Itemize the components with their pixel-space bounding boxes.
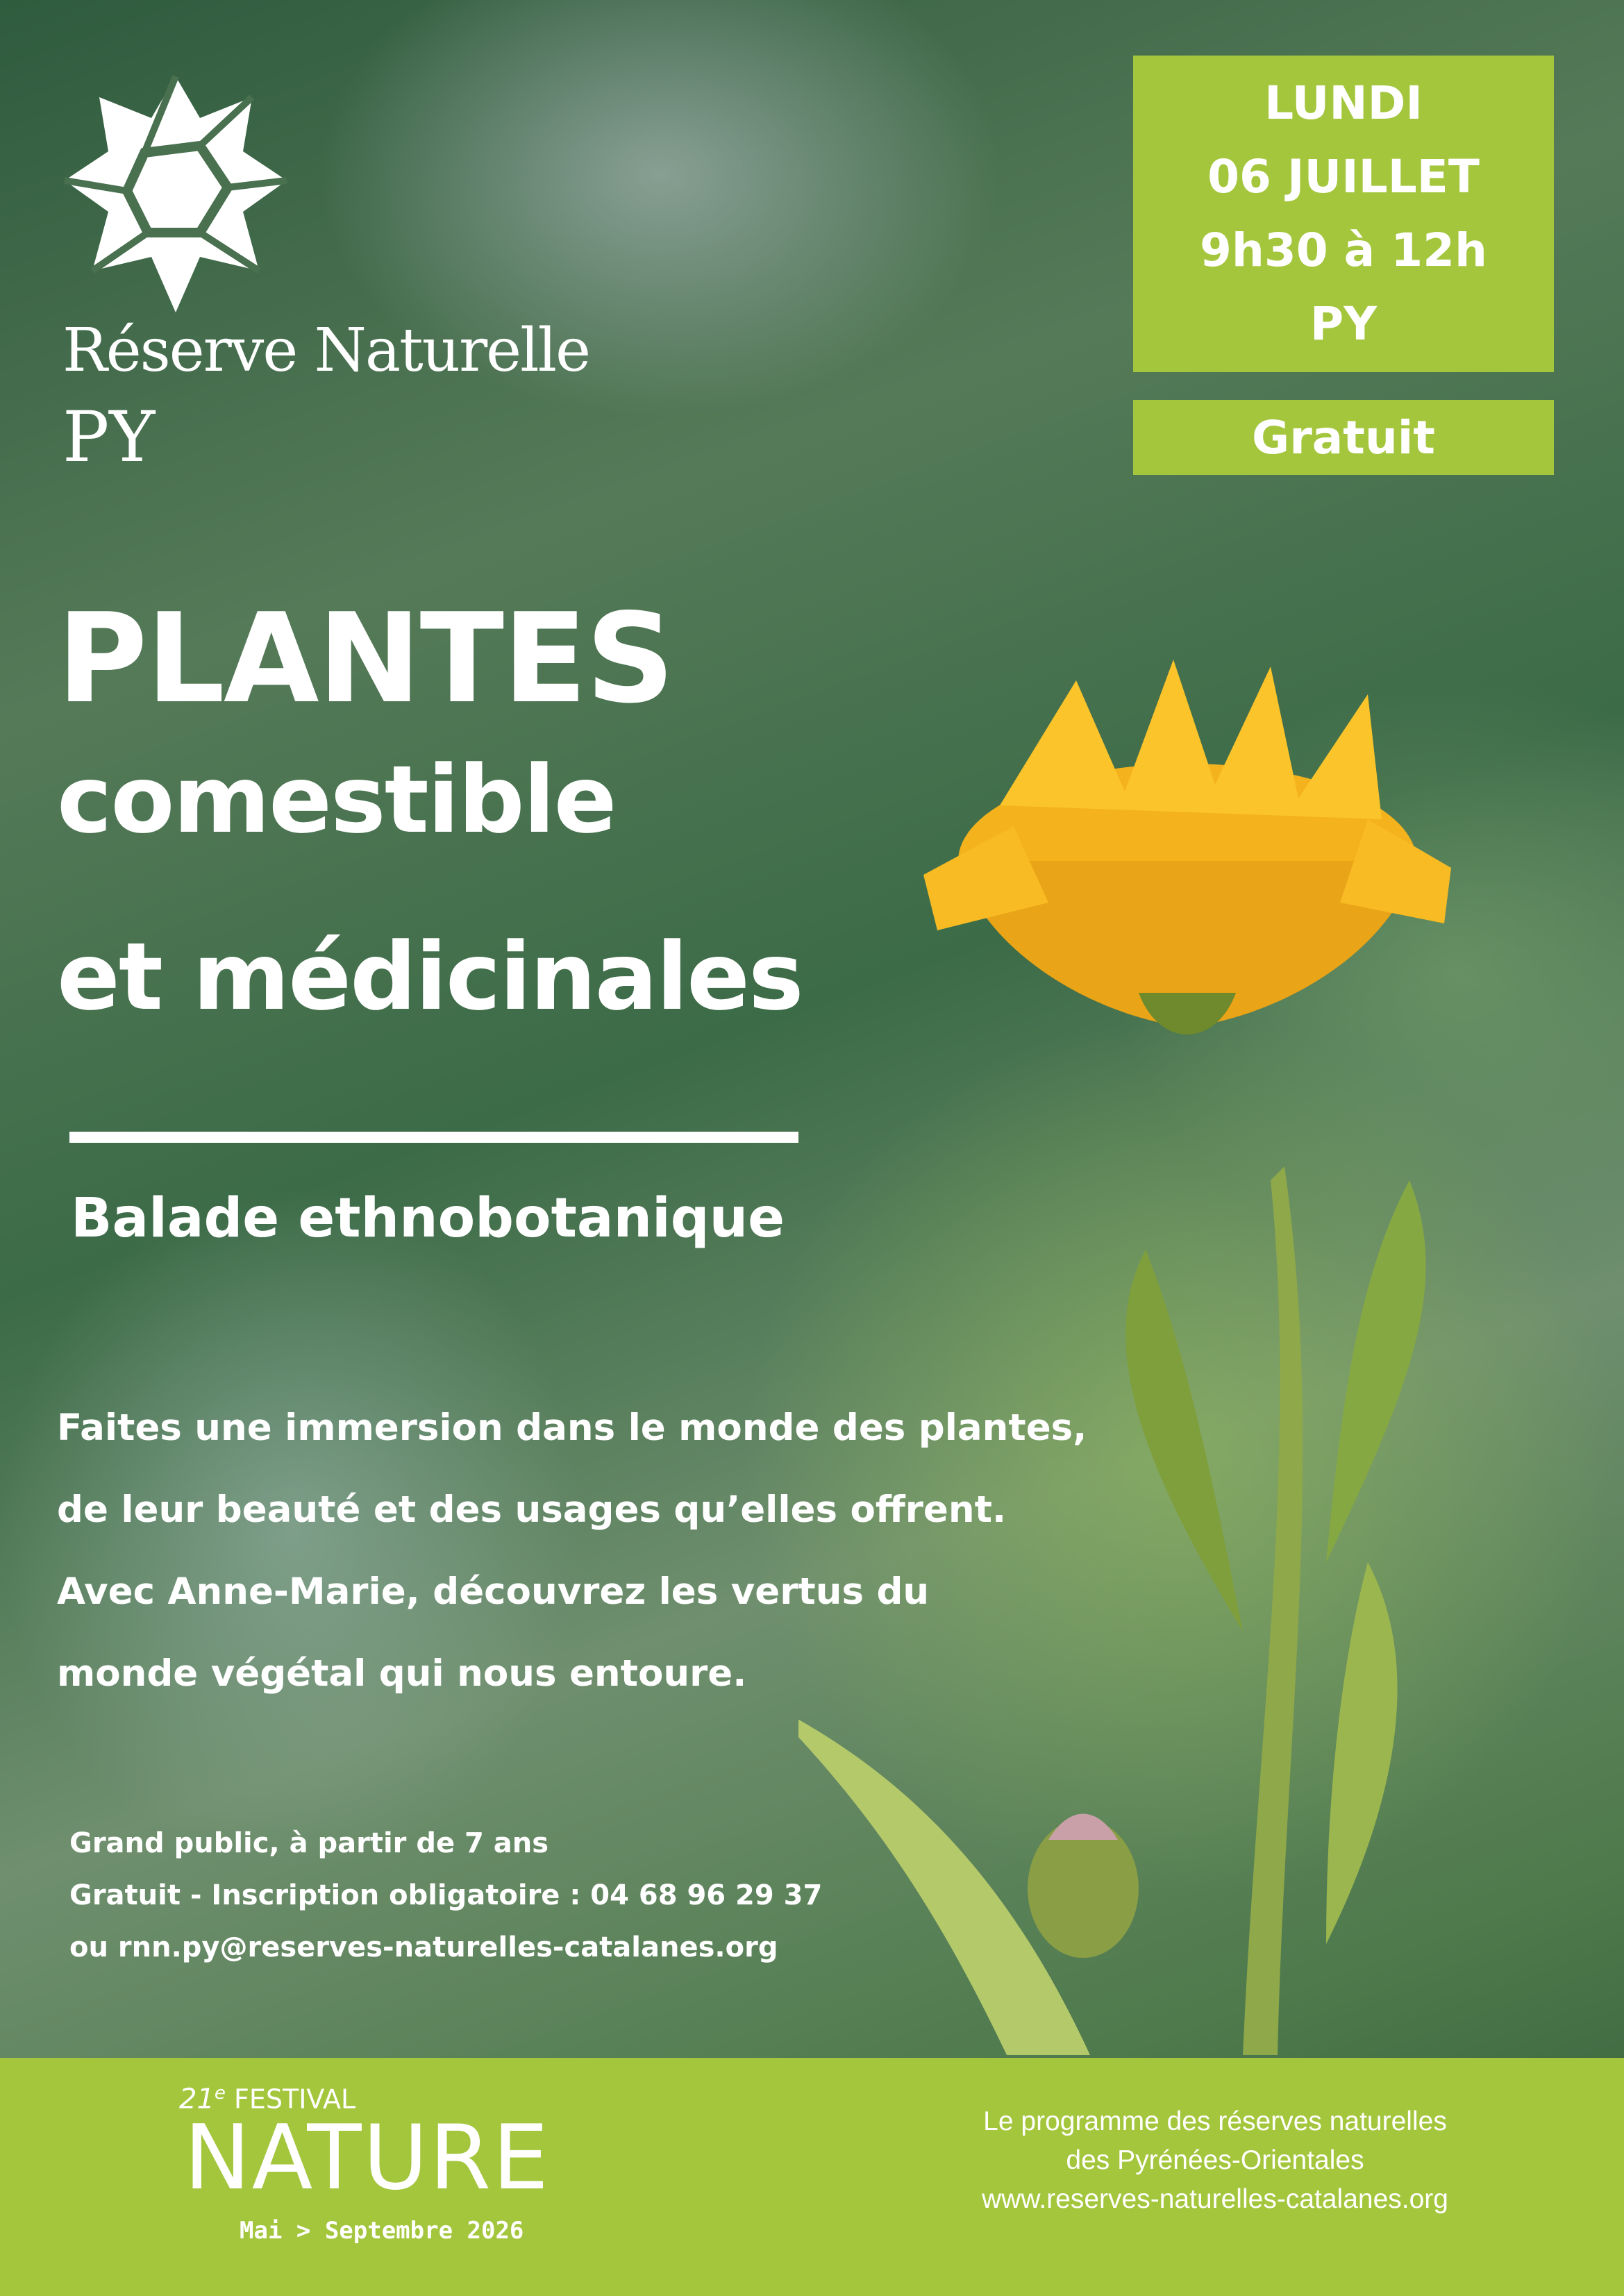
description <box>57 1387 1087 1715</box>
event-place: PY <box>1309 297 1378 351</box>
event-day: LUNDI <box>1264 76 1423 130</box>
event-date: 06 JUILLET <box>1207 150 1480 203</box>
programme-line: Le programme des réserves naturelles <box>983 2106 1447 2136</box>
programme-url[interactable]: www.reserves-naturelles-catalanes.org <box>982 2184 1448 2214</box>
divider <box>69 1132 798 1143</box>
festival-name: NATURE <box>184 2106 551 2210</box>
title-line-1: PLANTES <box>57 587 673 730</box>
programme-info <box>868 2102 1562 2219</box>
title-line-3: et médicinales <box>57 923 803 1031</box>
event-time: 9h30 à 12h <box>1199 224 1488 277</box>
description-line: monde végétal qui nous entoure. <box>57 1652 747 1695</box>
reserve-name: Réserve Naturelle <box>62 316 589 385</box>
festival-edition-suffix: e <box>214 2083 226 2104</box>
title-line-2: comestible <box>57 746 616 854</box>
email-info[interactable]: ou rnn.py@reserves-naturelles-catalanes.org <box>69 1932 778 1963</box>
subtitle: Balade ethnobotanique <box>71 1187 785 1250</box>
festival-edition: 21 <box>179 2083 215 2115</box>
registration-info: Gratuit - Inscription obligatoire : 04 68 96 29 37 <box>69 1879 823 1911</box>
festival-period: Mai > Septembre 2026 <box>240 2217 524 2245</box>
price-badge: Gratuit <box>1133 400 1554 475</box>
description-line: de leur beauté et des usages qu’elles offrent. <box>57 1489 1007 1531</box>
flower-photo <box>798 555 1624 2055</box>
star-flower-logo-icon <box>61 69 290 319</box>
programme-line: des Pyrénées-Orientales <box>1066 2145 1364 2175</box>
reserve-site: PY <box>62 396 156 478</box>
festival-word: FESTIVAL <box>234 2084 356 2115</box>
event-date-box <box>1133 56 1554 372</box>
audience-info: Grand public, à partir de 7 ans <box>69 1827 549 1859</box>
description-line: Avec Anne-Marie, découvrez les vertus du <box>57 1570 930 1613</box>
practical-info <box>69 1818 822 1974</box>
description-line: Faites une immersion dans le monde des plantes, <box>57 1407 1087 1449</box>
